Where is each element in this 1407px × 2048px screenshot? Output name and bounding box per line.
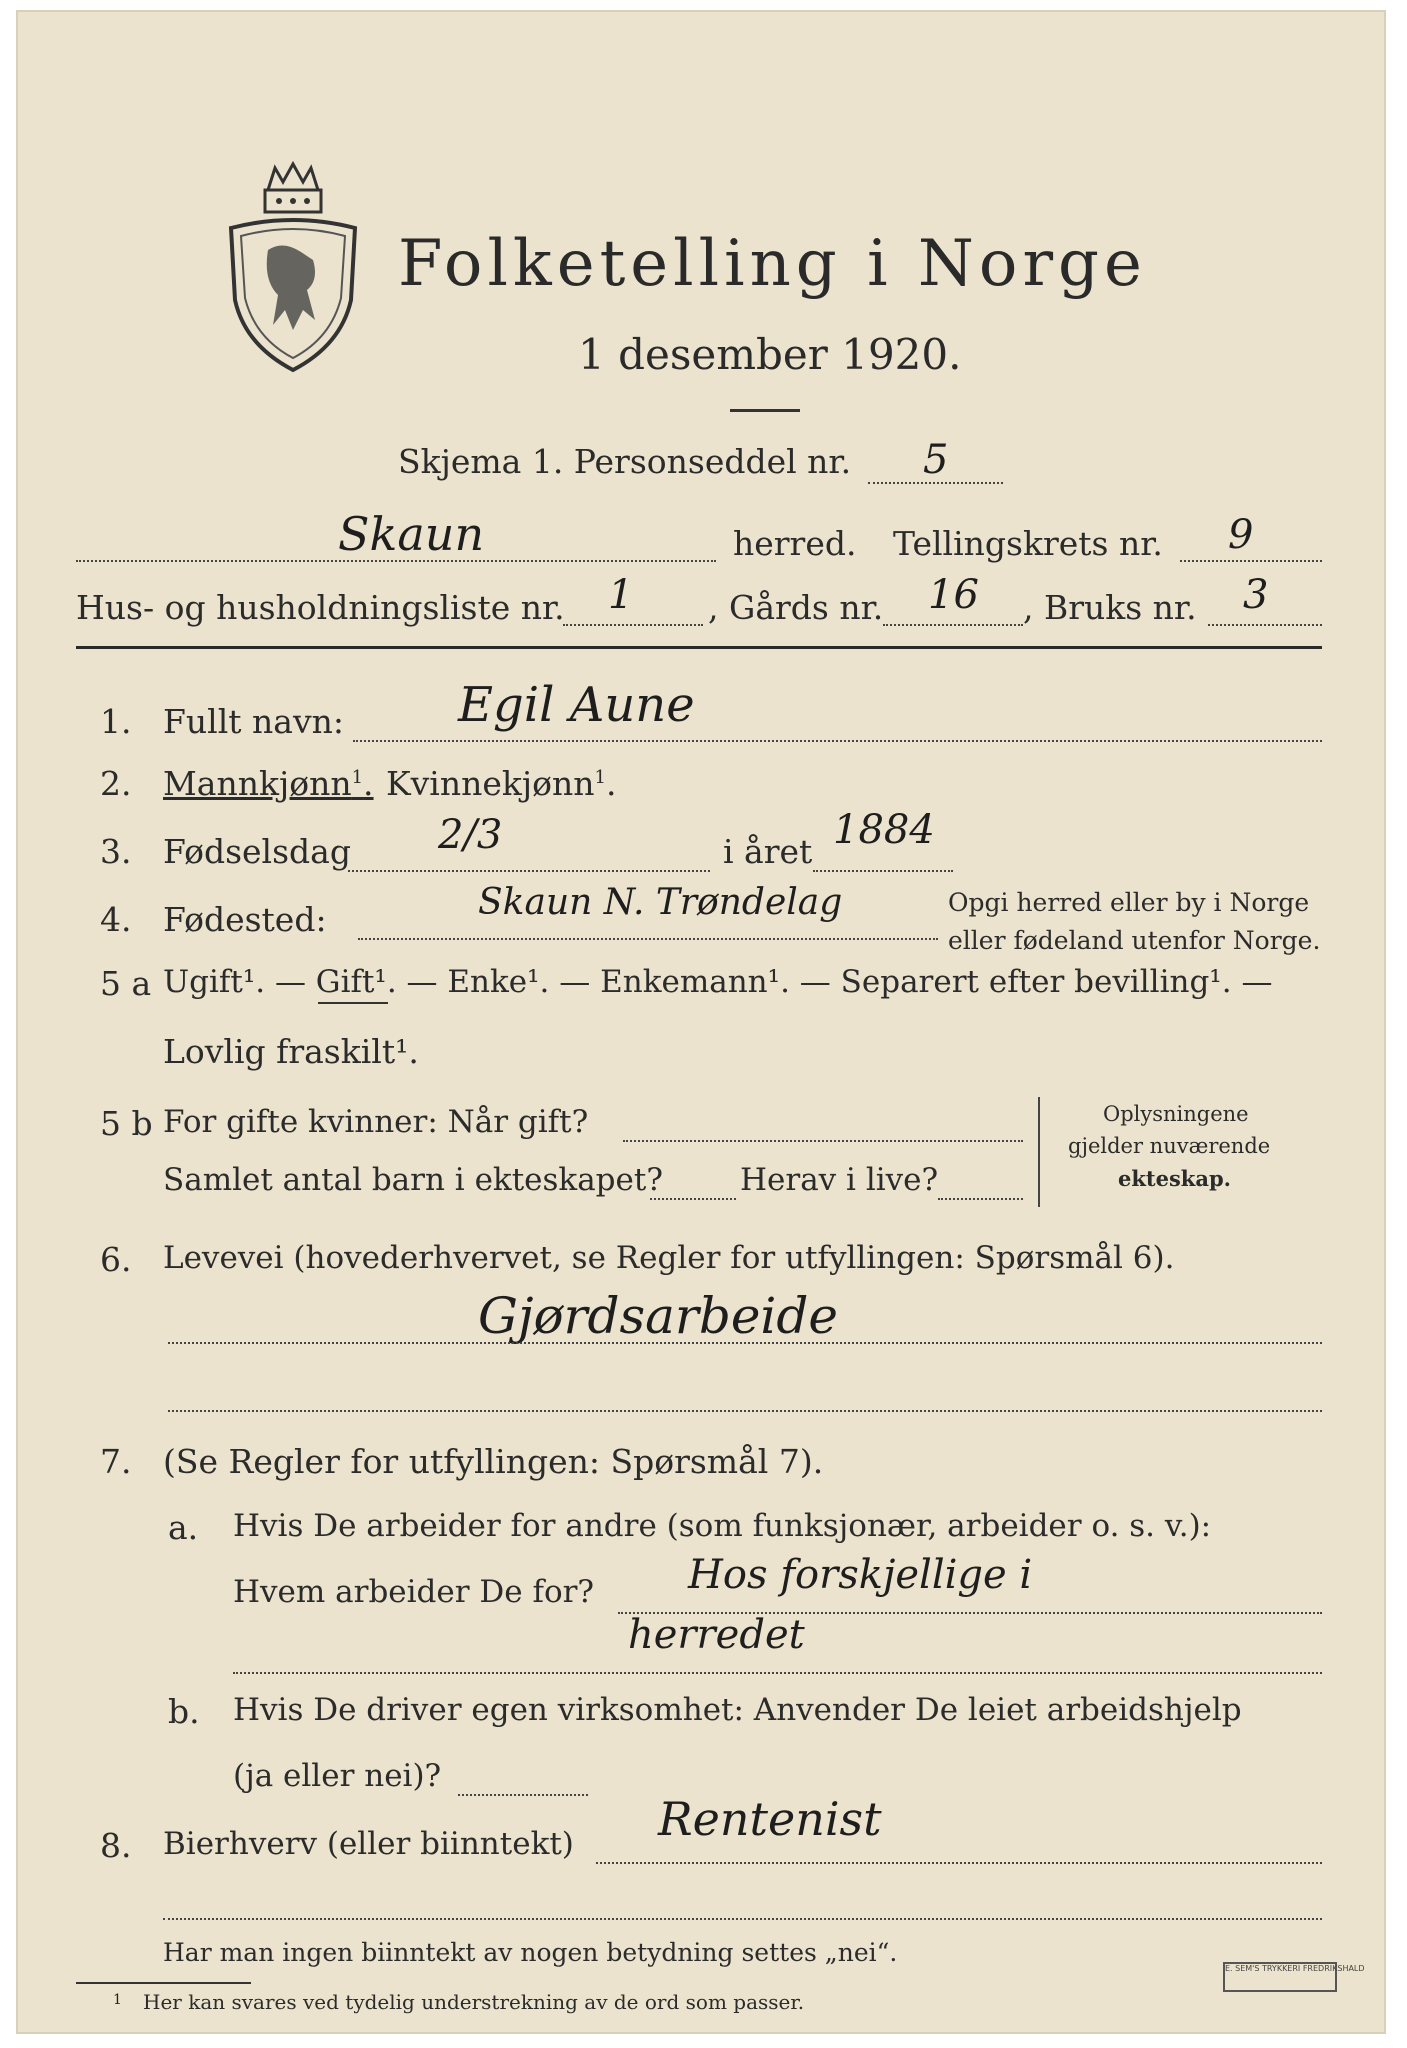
- personseddel-nr-field[interactable]: 5: [923, 437, 949, 483]
- i-live-label: Herav i live?: [740, 1162, 939, 1198]
- title-divider: [730, 409, 800, 412]
- side-income-field[interactable]: Rentenist: [658, 1792, 882, 1846]
- naar-gift-field[interactable]: [623, 1140, 1023, 1142]
- skjema-label: Skjema 1. Personseddel nr.: [398, 442, 852, 481]
- footer-note: Har man ingen biinntekt av nogen betydning settes „nei“.: [163, 1938, 898, 1967]
- gift-underline: [318, 1002, 388, 1004]
- barn-label: Samlet antal barn i ekteskapet?: [163, 1162, 663, 1198]
- civil-status-options[interactable]: Ugift¹. — Gift¹. — Enke¹. — Enkemann¹. — Separert efter bevilling¹. —: [163, 964, 1273, 1000]
- mannkjonn-option[interactable]: Mannkjønn$^1$.: [163, 764, 374, 803]
- aret-label: i året: [723, 832, 813, 871]
- census-form: [18, 12, 1384, 2032]
- lovlig-fraskilt-option[interactable]: Lovlig fraskilt¹.: [163, 1032, 419, 1071]
- employer-field-1[interactable]: Hos forskjellige i: [688, 1552, 1033, 1598]
- employer-field-2[interactable]: herredet: [628, 1612, 805, 1658]
- marriage-note-2: gjelder nuværende: [1068, 1134, 1271, 1158]
- birthplace-note-2: eller fødeland utenfor Norge.: [948, 926, 1321, 955]
- marriage-note-1: Oplysningene: [1103, 1102, 1249, 1126]
- q8-line-2: [163, 1918, 1322, 1920]
- section-divider: [76, 646, 1322, 649]
- herred-field[interactable]: Skaun: [338, 507, 485, 561]
- printer-stamp: E. SEM'S TRYKKERI FREDRIKSHALD: [1223, 1962, 1337, 1992]
- q5b-number: 5 b: [100, 1104, 153, 1143]
- q3-line: [348, 870, 710, 872]
- mannkjonn-label: Mannkjønn: [163, 764, 352, 803]
- q1-number: 1.: [100, 702, 132, 741]
- herred-label: herred.: [733, 524, 857, 563]
- q6-line-1: [168, 1342, 1322, 1344]
- gards-line: [883, 624, 1023, 626]
- bruks-label: , Bruks nr.: [1023, 588, 1197, 627]
- form-title: Folketelling i Norge: [398, 227, 1147, 301]
- kvinnekjonn-option[interactable]: Kvinnekjønn$^1$.: [386, 764, 617, 803]
- livelihood-field[interactable]: Gjørdsarbeide: [478, 1287, 839, 1345]
- q8-number: 8.: [100, 1826, 132, 1865]
- q4-number: 4.: [100, 900, 132, 939]
- footnote-number: 1: [113, 1992, 122, 2008]
- gards-label: , Gårds nr.: [708, 588, 884, 627]
- bruks-nr-field[interactable]: 3: [1243, 572, 1269, 618]
- q8-line: [596, 1862, 1322, 1864]
- brace: [1038, 1097, 1040, 1207]
- barn-field[interactable]: [650, 1198, 736, 1200]
- gards-nr-field[interactable]: 16: [928, 572, 979, 618]
- birth-year-field[interactable]: 1884: [833, 807, 935, 853]
- footnote-text: Her kan svares ved tydelig understrekning av de ord som passer.: [143, 1990, 805, 2014]
- q7-label: (Se Regler for utfyllingen: Spørsmål 7).: [163, 1442, 824, 1481]
- norwegian-coat-of-arms-icon: [223, 160, 363, 375]
- q3-label: Fødselsdag: [163, 832, 351, 871]
- bruks-line: [1208, 624, 1322, 626]
- employer-line-2: [233, 1672, 1322, 1674]
- arbeidshjelp-field[interactable]: [458, 1794, 588, 1796]
- q4-label: Fødested:: [163, 900, 327, 939]
- q7b-label-2: (ja eller nei)?: [233, 1758, 442, 1794]
- q7a-label: Hvis De arbeider for andre (som funksjonær, arbeider o. s. v.):: [233, 1508, 1212, 1544]
- q1-label: Fullt navn:: [163, 702, 344, 741]
- q8-label: Bierhverv (eller biinntekt): [163, 1826, 574, 1862]
- birthday-field[interactable]: 2/3: [438, 812, 503, 858]
- kvinnekjonn-label: Kvinnekjønn: [386, 764, 595, 803]
- birthplace-note-1: Opgi herred eller by i Norge: [948, 888, 1310, 917]
- q4-line: [358, 938, 938, 940]
- q7b-number: b.: [168, 1692, 200, 1731]
- q2-number: 2.: [100, 764, 132, 803]
- q6-label: Levevei (hovederhvervet, se Regler for utfyllingen: Spørsmål 6).: [163, 1240, 1175, 1276]
- census-date: 1 desember 1920.: [578, 330, 962, 379]
- q7-number: 7.: [100, 1442, 132, 1481]
- tellingskrets-nr-field[interactable]: 9: [1228, 512, 1254, 558]
- full-name-field[interactable]: Egil Aune: [458, 677, 695, 733]
- hus-nr-field[interactable]: 1: [608, 572, 634, 618]
- hus-line: [563, 624, 703, 626]
- q5a-number: 5 a: [100, 964, 152, 1003]
- q3-number: 3.: [100, 832, 132, 871]
- marriage-note-3: ekteskap.: [1118, 1166, 1231, 1191]
- tellingskrets-label: Tellingskrets nr.: [893, 524, 1163, 563]
- hus-label: Hus- og husholdningsliste nr.: [76, 588, 565, 627]
- q1-line: [353, 740, 1322, 742]
- q7a-label-2: Hvem arbeider De for?: [233, 1574, 595, 1610]
- q7b-label: Hvis De driver egen virksomhet: Anvender De leiet arbeidshjelp: [233, 1692, 1242, 1728]
- tellingskrets-line: [1180, 560, 1322, 562]
- aret-line: [813, 870, 953, 872]
- footnote-rule: [76, 1982, 251, 1984]
- i-live-field[interactable]: [938, 1198, 1023, 1200]
- naar-gift-label: For gifte kvinner: Når gift?: [163, 1104, 589, 1140]
- q7a-number: a.: [168, 1508, 199, 1547]
- q6-line-2: [168, 1410, 1322, 1412]
- birthplace-field[interactable]: Skaun N. Trøndelag: [478, 882, 843, 923]
- q6-number: 6.: [100, 1240, 132, 1279]
